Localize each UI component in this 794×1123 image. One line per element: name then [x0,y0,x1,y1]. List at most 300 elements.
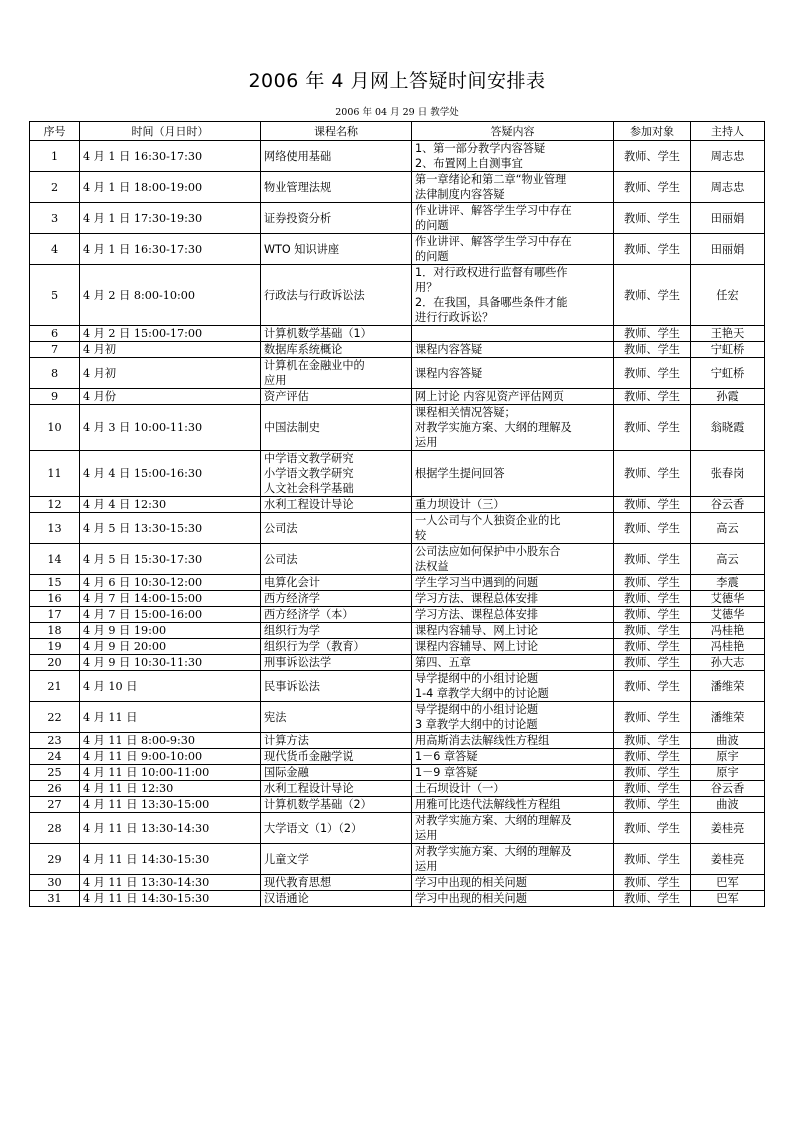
row-time: 4 月 11 日 12:30 [80,781,261,797]
row-host: 翁晓霞 [691,405,765,451]
row-content [412,342,614,358]
row-audience: 教师、学生 [614,765,691,781]
row-content-line: 一人公司与个人独资企业的比 [415,514,561,527]
row-content [412,513,614,544]
row-time: 4 月 1 日 16:30-17:30 [80,234,261,265]
row-host: 潘维荣 [691,702,765,733]
row-content-line: 运用 [415,860,438,873]
row-course-line: 计算机数学基础（1） [264,327,372,340]
row-course-line: 中国法制史 [264,421,320,434]
row-course-line: 应用 [264,374,287,387]
row-course-line: 水利工程设计导论 [264,782,354,795]
row-time: 4 月 9 日 10:30-11:30 [80,655,261,671]
row-content-line: 学习中出现的相关问题 [415,892,527,905]
row-content-line: 用高斯消去法解线性方程组 [415,734,550,747]
row-content-line: 的问题 [415,250,449,263]
row-course [261,342,412,358]
row-course-line: 组织行为学 [264,624,320,637]
row-course-line: 行政法与行政诉讼法 [264,288,365,302]
row-content [412,671,614,702]
row-time: 4 月 7 日 15:00-16:00 [80,607,261,623]
table-row [30,813,765,844]
row-audience: 教师、学生 [614,781,691,797]
row-content-line: 网上讨论 内容见资产评估网页 [415,390,564,403]
row-audience: 教师、学生 [614,203,691,234]
row-content-line: 运用 [415,436,438,449]
row-host: 潘维荣 [691,671,765,702]
row-time: 4 月 11 日 14:30-15:30 [80,844,261,875]
row-host: 艾德华 [691,607,765,623]
row-number: 2 [30,172,80,203]
row-audience: 教师、学生 [614,655,691,671]
row-number: 6 [30,326,80,342]
row-number: 11 [30,451,80,497]
row-host: 谷云香 [691,781,765,797]
row-host: 原宇 [691,749,765,765]
table-header-row [30,122,765,141]
row-content [412,875,614,891]
row-time: 4 月 11 日 13:30-14:30 [80,813,261,844]
row-content-line: 课程相关情况答疑； [415,406,516,419]
row-course-line: 组织行为学（教育） [264,640,365,653]
row-host: 田丽娟 [691,234,765,265]
row-course [261,607,412,623]
page-title: 2006 年 4 月网上答疑时间安排表 [248,70,546,92]
row-content [412,844,614,875]
row-content [412,813,614,844]
row-number: 4 [30,234,80,265]
row-content [412,891,614,907]
header-host: 主持人 [691,122,765,141]
row-audience: 教师、学生 [614,733,691,749]
row-number: 26 [30,781,80,797]
row-content-line: 作业讲评、解答学生学习中存在 [415,204,572,217]
row-audience: 教师、学生 [614,671,691,702]
table-row [30,405,765,451]
row-time: 4 月 2 日 8:00-10:00 [80,265,261,326]
row-host: 高云 [691,544,765,575]
row-content-line: 学习方法、课程总体安排 [415,608,539,621]
row-audience: 教师、学生 [614,405,691,451]
row-course [261,591,412,607]
row-time: 4 月 1 日 16:30-17:30 [80,141,261,172]
row-course-line: 公司法 [264,552,298,566]
row-course-line: 计算机数学基础（2） [264,798,372,811]
row-host: 原宇 [691,765,765,781]
row-course [261,813,412,844]
table-row [30,575,765,591]
row-course-line: 西方经济学 [264,592,320,605]
header-no: 序号 [30,122,80,141]
row-course-line: 证券投资分析 [264,211,332,225]
table-body [30,141,765,907]
row-course [261,702,412,733]
row-content [412,781,614,797]
row-time: 4 月 11 日 14:30-15:30 [80,891,261,907]
row-audience: 教师、学生 [614,749,691,765]
table-row [30,781,765,797]
row-number: 5 [30,265,80,326]
row-time: 4 月 1 日 17:30-19:30 [80,203,261,234]
row-audience: 教师、学生 [614,358,691,389]
row-time: 4 月 4 日 12:30 [80,497,261,513]
row-number: 8 [30,358,80,389]
row-content-line: 课程内容答疑 [415,366,483,380]
row-audience: 教师、学生 [614,389,691,405]
row-number: 13 [30,513,80,544]
row-content [412,733,614,749]
row-content [412,623,614,639]
row-host: 田丽娟 [691,203,765,234]
row-course-line: 国际金融 [264,766,309,779]
row-course [261,451,412,497]
row-course-line: 汉语通论 [264,892,309,905]
row-time: 4 月 11 日 13:30-14:30 [80,875,261,891]
row-course [261,265,412,326]
row-number: 18 [30,623,80,639]
row-course [261,389,412,405]
table-row [30,749,765,765]
row-number: 25 [30,765,80,781]
table-row [30,234,765,265]
row-course [261,781,412,797]
row-content [412,655,614,671]
row-content [412,172,614,203]
row-number: 27 [30,797,80,813]
header-course: 课程名称 [261,122,412,141]
table-row [30,702,765,733]
header-time: 时间（月日时） [80,122,261,141]
row-host: 宁虹桥 [691,342,765,358]
row-content [412,639,614,655]
row-course-line: 大学语文（1）（2） [264,821,363,835]
row-content [412,358,614,389]
row-course-line: 电算化会计 [264,576,320,589]
row-course-line: 儿童文学 [264,852,309,866]
row-content-line: 公司法应如何保护中小股东合 [415,545,561,558]
row-audience: 教师、学生 [614,607,691,623]
table-row [30,544,765,575]
row-host: 张春岗 [691,451,765,497]
row-content-line: 1．对行政权进行监督有哪些作 [415,266,568,279]
row-number: 22 [30,702,80,733]
row-number: 31 [30,891,80,907]
table-row [30,513,765,544]
row-course-line: 刑事诉讼法学 [264,656,332,669]
row-number: 12 [30,497,80,513]
row-audience: 教师、学生 [614,702,691,733]
row-time: 4 月 11 日 8:00-9:30 [80,733,261,749]
row-content [412,265,614,326]
date-and-department: 2006 年 04 月 29 日 教学处 [335,107,459,118]
row-course-line: 宪法 [264,710,287,724]
row-time: 4 月 5 日 15:30-17:30 [80,544,261,575]
row-number: 14 [30,544,80,575]
row-host: 周志忠 [691,172,765,203]
table-row [30,797,765,813]
row-course-line: 物业管理法规 [264,180,332,194]
row-host: 冯桂艳 [691,639,765,655]
row-audience: 教师、学生 [614,575,691,591]
row-host: 任宏 [691,265,765,326]
table-row [30,203,765,234]
row-course [261,172,412,203]
row-host: 巴军 [691,875,765,891]
row-audience: 教师、学生 [614,451,691,497]
row-content [412,141,614,172]
row-content-line: 学生学习当中遇到的问题 [415,576,539,589]
row-content-line: 学习中出现的相关问题 [415,876,527,889]
row-course [261,203,412,234]
table-row [30,875,765,891]
row-content-line: 对教学实施方案、大纲的理解及 [415,845,572,858]
row-content-line: 作业讲评、解答学生学习中存在 [415,235,572,248]
row-host: 曲波 [691,733,765,749]
table-row [30,765,765,781]
row-content-line: 2、布置网上自测事宜 [415,157,523,170]
row-audience: 教师、学生 [614,844,691,875]
row-number: 28 [30,813,80,844]
table-row [30,591,765,607]
row-content-line: 课程内容辅导、网上讨论 [415,624,539,637]
table-row [30,497,765,513]
row-content-line: 用？ [415,281,438,294]
row-host: 宁虹桥 [691,358,765,389]
row-content [412,544,614,575]
row-content-line: 进行行政诉讼？ [415,311,494,324]
row-content-line: 3 章教学大纲中的讨论题 [415,718,538,731]
row-content [412,607,614,623]
row-host: 王艳天 [691,326,765,342]
row-course [261,575,412,591]
header-content: 答疑内容 [412,122,614,141]
table-row [30,265,765,326]
row-course-line: 公司法 [264,521,298,535]
row-audience: 教师、学生 [614,265,691,326]
row-host: 高云 [691,513,765,544]
row-content-line: 1－9 章答疑 [415,766,478,779]
row-audience: 教师、学生 [614,513,691,544]
row-content-line: 重力坝设计（三） [415,498,505,511]
row-time: 4 月 4 日 15:00-16:30 [80,451,261,497]
row-number: 16 [30,591,80,607]
row-number: 23 [30,733,80,749]
row-course [261,797,412,813]
row-audience: 教师、学生 [614,172,691,203]
row-number: 17 [30,607,80,623]
row-time: 4 月 5 日 13:30-15:30 [80,513,261,544]
row-content-line: 的问题 [415,219,449,232]
row-content [412,405,614,451]
row-host: 姜桂亮 [691,813,765,844]
row-audience: 教师、学生 [614,141,691,172]
row-content [412,702,614,733]
row-content [412,765,614,781]
row-course [261,497,412,513]
row-content [412,591,614,607]
row-course [261,671,412,702]
row-time: 4 月 11 日 9:00-10:00 [80,749,261,765]
row-number: 30 [30,875,80,891]
row-number: 24 [30,749,80,765]
row-time: 4 月 9 日 20:00 [80,639,261,655]
row-content-line: 土石坝设计（一） [415,782,505,795]
row-content-line: 对教学实施方案、大纲的理解及 [415,814,572,827]
row-host: 谷云香 [691,497,765,513]
row-time: 4 月 9 日 19:00 [80,623,261,639]
row-course [261,875,412,891]
row-course-line: 现代教育思想 [264,876,332,889]
row-content-line: 导学提纲中的小组讨论题 [415,672,539,685]
row-course-line: 小学语文教学研究 [264,467,354,480]
row-content [412,497,614,513]
row-number: 19 [30,639,80,655]
row-content [412,203,614,234]
header-audience: 参加对象 [614,122,691,141]
row-content-line: 用雅可比迭代法解线性方程组 [415,798,561,811]
table-row [30,326,765,342]
row-content-line: 导学提纲中的小组讨论题 [415,703,539,716]
row-content [412,797,614,813]
row-host: 孙大志 [691,655,765,671]
row-content-line: 运用 [415,829,438,842]
table-row [30,389,765,405]
row-number: 20 [30,655,80,671]
table-row [30,639,765,655]
table-row [30,141,765,172]
row-course [261,749,412,765]
table-row [30,172,765,203]
row-content [412,326,614,342]
row-content-line: 第一章绪论和第二章“物业管理 [415,173,567,186]
row-content [412,451,614,497]
row-course-line: 民事诉讼法 [264,679,320,693]
row-host: 李震 [691,575,765,591]
row-content-line: 较 [415,529,427,542]
row-audience: 教师、学生 [614,342,691,358]
row-course [261,844,412,875]
row-host: 曲波 [691,797,765,813]
row-course [261,513,412,544]
row-number: 7 [30,342,80,358]
row-time: 4 月 11 日 13:30-15:00 [80,797,261,813]
row-course [261,326,412,342]
row-course-line: 计算方法 [264,734,309,747]
row-course-line: 中学语文教学研究 [264,452,354,465]
row-course [261,733,412,749]
row-course-line: 计算机在金融业中的 [264,359,365,372]
row-time: 4 月 11 日 10:00-11:00 [80,765,261,781]
row-course [261,891,412,907]
row-number: 21 [30,671,80,702]
row-audience: 教师、学生 [614,891,691,907]
row-course-line: 资产评估 [264,390,309,403]
row-audience: 教师、学生 [614,623,691,639]
row-content [412,575,614,591]
row-content [412,389,614,405]
row-time: 4 月初 [80,358,261,389]
row-content-line: 2．在我国，具备哪些条件才能 [415,296,568,309]
row-host: 孙霞 [691,389,765,405]
row-host: 冯桂艳 [691,623,765,639]
row-time: 4 月 3 日 10:00-11:30 [80,405,261,451]
row-time: 4 月份 [80,389,261,405]
row-course-line: 数据库系统概论 [264,343,343,356]
row-audience: 教师、学生 [614,875,691,891]
row-audience: 教师、学生 [614,326,691,342]
row-number: 29 [30,844,80,875]
row-course-line: WTO 知识讲座 [264,242,340,256]
row-number: 1 [30,141,80,172]
row-course [261,544,412,575]
row-content-line: 法律制度内容答疑 [415,188,505,201]
row-course-line: 水利工程设计导论 [264,498,354,511]
row-content-line: 学习方法、课程总体安排 [415,592,539,605]
row-content-line: 对教学实施方案、大纲的理解及 [415,421,572,434]
table-row [30,891,765,907]
row-host: 艾德华 [691,591,765,607]
row-number: 15 [30,575,80,591]
table-row [30,342,765,358]
row-course [261,405,412,451]
row-content-line: 1-4 章教学大纲中的讨论题 [415,687,549,700]
row-course [261,765,412,781]
row-time: 4 月 7 日 14:00-15:00 [80,591,261,607]
row-time: 4 月初 [80,342,261,358]
row-audience: 教师、学生 [614,813,691,844]
schedule-table [29,121,765,907]
table-row [30,358,765,389]
row-content-line: 法权益 [415,560,449,573]
row-audience: 教师、学生 [614,639,691,655]
table-row [30,607,765,623]
table-row [30,451,765,497]
row-course [261,639,412,655]
row-content-line [415,326,610,341]
row-course-line: 现代货币金融学说 [264,750,354,763]
row-content-line: 课程内容答疑 [415,343,483,356]
row-content-line: 第四、五章 [415,656,471,669]
row-course [261,141,412,172]
row-number: 9 [30,389,80,405]
row-number: 3 [30,203,80,234]
table-row [30,623,765,639]
row-course [261,358,412,389]
row-audience: 教师、学生 [614,591,691,607]
row-time: 4 月 6 日 10:30-12:00 [80,575,261,591]
row-number: 10 [30,405,80,451]
row-course [261,234,412,265]
row-host: 巴军 [691,891,765,907]
row-time: 4 月 2 日 15:00-17:00 [80,326,261,342]
row-audience: 教师、学生 [614,497,691,513]
row-audience: 教师、学生 [614,544,691,575]
row-course-line: 人文社会科学基础 [264,482,354,495]
table-row [30,671,765,702]
table-row [30,844,765,875]
row-course [261,655,412,671]
row-host: 姜桂亮 [691,844,765,875]
row-time: 4 月 11 日 [80,702,261,733]
row-content-line: 1－6 章答疑 [415,750,478,763]
row-content-line: 根据学生提问回答 [415,467,505,480]
row-course [261,623,412,639]
table-row [30,655,765,671]
row-host: 周志忠 [691,141,765,172]
row-content-line: 课程内容辅导、网上讨论 [415,640,539,653]
row-content [412,234,614,265]
row-content-line: 1、第一部分教学内容答疑 [415,142,546,155]
